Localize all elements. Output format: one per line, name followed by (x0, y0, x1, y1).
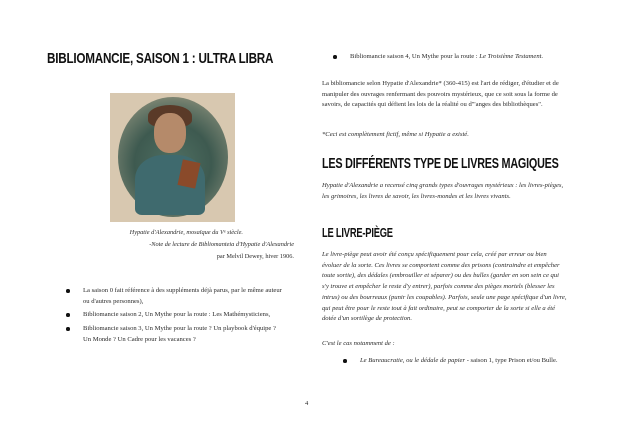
section-paragraph: Hypatie d'Alexandrie a recensé cinq grands types d'ouvrages mystérieux : les livres-pièges, les grimoires, les livres de savoir, les livres-mondes et les livres vivants. (322, 182, 564, 200)
footnote: *Ceci est complètement fictif, même si Hypatie a existé. (322, 131, 469, 138)
list-item: La saison 0 fait référence à des suppléments déjà parus, par le même auteur ou d'autres personnes), (63, 286, 283, 307)
page-title: BIBLIOMANCIE, SAISON 1 : ULTRA LIBRA (47, 50, 274, 67)
examples-intro: C'est le cas notamment de : (322, 340, 395, 347)
examples-list (340, 356, 565, 370)
caption-note: -Note de lecture de Bibliomanteia d'Hypatie d'Alexandrie (149, 241, 294, 248)
list-item: Bibliomancie saison 4, Un Mythe pour la route : Le Troisième Testament. (330, 52, 565, 63)
list-item: Bibliomancie saison 2, Un Mythe pour la route : Les Mathémysticiens, (63, 310, 283, 321)
seasons-list (63, 286, 283, 349)
hypatia-mosaic-image (110, 93, 235, 222)
image-caption: Hypatie d'Alexandrie, mosaïque du Vᵉ siècle. (129, 229, 243, 236)
list-item: Bibliomancie saison 3, Un Mythe pour la route ? Un playbook d'équipe ? Un Monde ? Un Cadre pour les vacances ? (63, 324, 283, 345)
section-heading: LES DIFFÉRENTS TYPE DE LIVRES MAGIQUES (322, 155, 559, 172)
caption-author: par Melvil Dewey, hiver 1906. (216, 253, 294, 260)
list-item: Le Bureaucratie, ou le dédale de papier - saison 1, type Prison et/ou Bulle. (340, 356, 565, 367)
season4-list (330, 52, 565, 66)
intro-paragraph: La bibliomancie selon Hypatie d'Alexandrie* (360-415) est l'art de rédiger, d'étudier et de manipuler des ouvrages renfermant des pouvoirs mystérieux, que ce soit sous la forme de savoirs, de capacités qui défient les lois de la réalité ou d'"anges des bibliothèques". (322, 80, 559, 109)
subsection-heading: LE LIVRE-PIÈGE (322, 225, 393, 240)
subsection-paragraph: Le livre-piège peut avoir été conçu spécifiquement pour cela, créé par erreur ou bien évoluer de la sorte. Ces livres se comportent comme des prisons (contraindre et empêcher toute sortie), des dédales (embrouiller et séparer) ou des bulles (garder en son sein ce qui s'y trouve et empêcher le reste d'y entrer), parfois comme des pièges mortels (blesser les intrus) ou des bourreaux (punir les coupables). Parfois, seule une page spécifique d'un livre, qui peut être pour le reste tout à fait ordinaire, peut se comporter de la sorte si elle a été dotée d'un sortilège de protection. (322, 251, 567, 323)
page-number: 4 (305, 400, 309, 407)
